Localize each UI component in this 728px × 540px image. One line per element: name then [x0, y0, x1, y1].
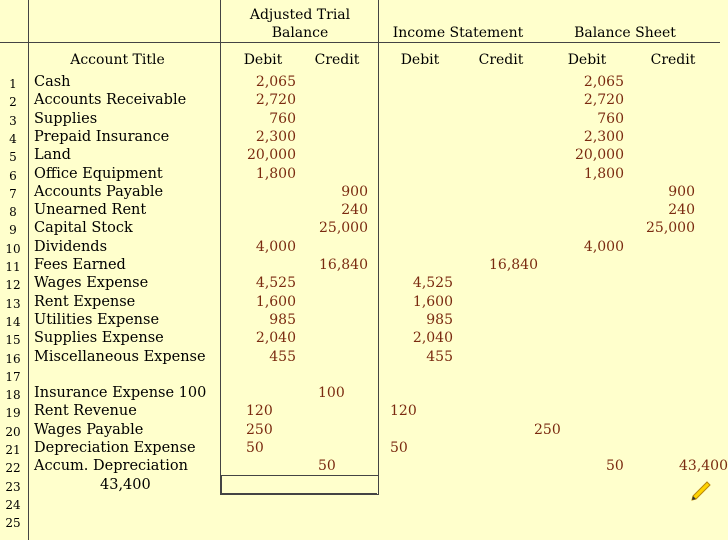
atb-debit-value: 455 [269, 348, 296, 365]
atb-debit-value: 2,300 [255, 128, 296, 145]
row-number: 22 [5, 461, 21, 476]
bs-debit-value: 20,000 [575, 147, 624, 164]
bs-debit-value: 2,065 [583, 74, 624, 90]
atb-credit-value: 240 [341, 202, 368, 219]
account-title: Miscellaneous Expense [34, 348, 206, 365]
bs-debit-value: 760 [597, 110, 624, 127]
atb-debit-value: 2,720 [255, 92, 296, 109]
row-number: 21 [5, 443, 21, 457]
row-number: 5 [9, 150, 17, 165]
row-number: 15 [5, 333, 21, 348]
account-title: Land [34, 147, 71, 164]
row-number: 16 [5, 351, 21, 366]
col-divider [220, 0, 221, 495]
row-number: 8 [9, 205, 17, 220]
bs-credit-value: 240 [668, 202, 695, 219]
header-is-credit: Credit [478, 52, 524, 68]
account-title: Rent Expense [34, 293, 136, 310]
header-atb-debit: Debit [243, 52, 283, 68]
row-number: 20 [5, 424, 21, 439]
atb-debit-wages-payable: 250 [246, 422, 273, 438]
bs-debit-value: 2,300 [583, 128, 624, 145]
is-debit-depreciation: 50 [390, 440, 408, 456]
header-income-statement: Income Statement [392, 25, 524, 41]
bs-debit-value: 2,720 [583, 92, 624, 109]
atb-debit-value: 4,000 [255, 238, 296, 255]
is-debit-value: 1,600 [412, 293, 453, 310]
atb-debit-depreciation: 50 [246, 440, 264, 456]
is-debit-value: 4,525 [412, 275, 453, 292]
account-title: Unearned Rent [34, 202, 147, 219]
is-debit-rent-revenue: 120 [390, 403, 417, 419]
account-title: Prepaid Insurance [34, 128, 170, 145]
bs-credit-value: 25,000 [646, 220, 695, 237]
atb-credit-insurance: 100 [318, 385, 345, 401]
header-is-debit: Debit [400, 52, 440, 68]
account-title: Capital Stock [34, 220, 133, 237]
row-number: 7 [9, 186, 17, 201]
row-number: 24 [5, 497, 21, 512]
bs-debit-value: 4,000 [583, 238, 624, 255]
row-number: 19 [5, 406, 21, 421]
row-number: 3 [9, 113, 17, 128]
bs-credit-value: 900 [668, 183, 695, 200]
atb-debit-value: 20,000 [247, 147, 296, 164]
row-number: 23 [5, 479, 21, 494]
header-adjusted-trial-balance: Adjusted Trial Balance [249, 7, 351, 41]
selected-cell[interactable] [221, 493, 377, 495]
row-number: 1 [9, 77, 17, 91]
row-number: 2 [9, 95, 17, 110]
account-title: Supplies [34, 110, 98, 127]
is-debit-value: 985 [426, 311, 453, 328]
accum-depreciation-value: 43,400 [100, 477, 151, 493]
atb-credit-value: 900 [341, 183, 368, 200]
header-account-title: Account Title [70, 52, 165, 68]
atb-credit-value: 25,000 [319, 220, 368, 237]
account-title: Dividends [34, 238, 108, 255]
account-title: Accounts Payable [34, 183, 164, 200]
atb-credit-value: 16,840 [319, 257, 368, 273]
is-credit-value: 16,840 [489, 257, 538, 273]
atb-debit-value: 2,040 [255, 330, 296, 347]
account-title: Utilities Expense [34, 311, 160, 328]
account-title: Cash [34, 74, 71, 90]
row-number: 14 [5, 314, 21, 329]
is-debit-value: 455 [426, 348, 453, 365]
is-credit-wages-payable: 250 [534, 422, 561, 438]
atb-credit-accum: 50 [318, 458, 336, 474]
row-number: 18 [5, 388, 21, 403]
row-number: 17 [5, 369, 21, 384]
header-atb-credit: Credit [314, 52, 360, 68]
bs-debit-value: 1,800 [583, 165, 624, 182]
atb-debit-value: 2,065 [255, 74, 296, 90]
row-number: 13 [5, 296, 21, 311]
col-divider [378, 0, 379, 495]
atb-debit-value: 1,600 [255, 293, 296, 310]
row-number: 25 [5, 516, 21, 531]
account-title: Accounts Receivable [34, 92, 187, 109]
account-title-insurance-expense: Insurance Expense 100 [34, 385, 207, 401]
account-title-rent-revenue: Rent Revenue [34, 403, 137, 419]
account-title-wages-payable: Wages Payable [34, 422, 144, 438]
bs-debit-accum: 50 [606, 458, 624, 474]
selected-cell[interactable] [221, 475, 379, 495]
atb-debit-value: 4,525 [255, 275, 296, 292]
atb-debit-rent-revenue: 120 [246, 403, 273, 419]
col-divider [28, 0, 29, 540]
row-number: 12 [5, 278, 21, 293]
row-number: 9 [9, 223, 17, 238]
bs-credit-accum: 43,400 [679, 458, 728, 474]
atb-debit-value: 760 [269, 110, 296, 127]
account-title-accum-depreciation: Accum. Depreciation [34, 458, 188, 474]
account-title: Wages Expense [34, 275, 149, 292]
row-number: 10 [5, 241, 21, 256]
row-number: 4 [9, 131, 17, 146]
account-title-depreciation-expense: Depreciation Expense [34, 440, 196, 456]
pencil-icon[interactable] [690, 480, 712, 502]
atb-debit-value: 1,800 [255, 165, 296, 182]
is-debit-value: 2,040 [412, 330, 453, 347]
row-number: 6 [9, 168, 17, 183]
header-bs-credit: Credit [650, 52, 696, 68]
header-balance-sheet: Balance Sheet [574, 25, 676, 41]
account-title: Fees Earned [34, 257, 126, 273]
header-bs-debit: Debit [567, 52, 607, 68]
row-number: 11 [5, 260, 21, 274]
account-title: Office Equipment [34, 165, 163, 182]
atb-debit-value: 985 [269, 311, 296, 328]
account-title: Supplies Expense [34, 330, 164, 347]
header-divider [0, 42, 720, 43]
